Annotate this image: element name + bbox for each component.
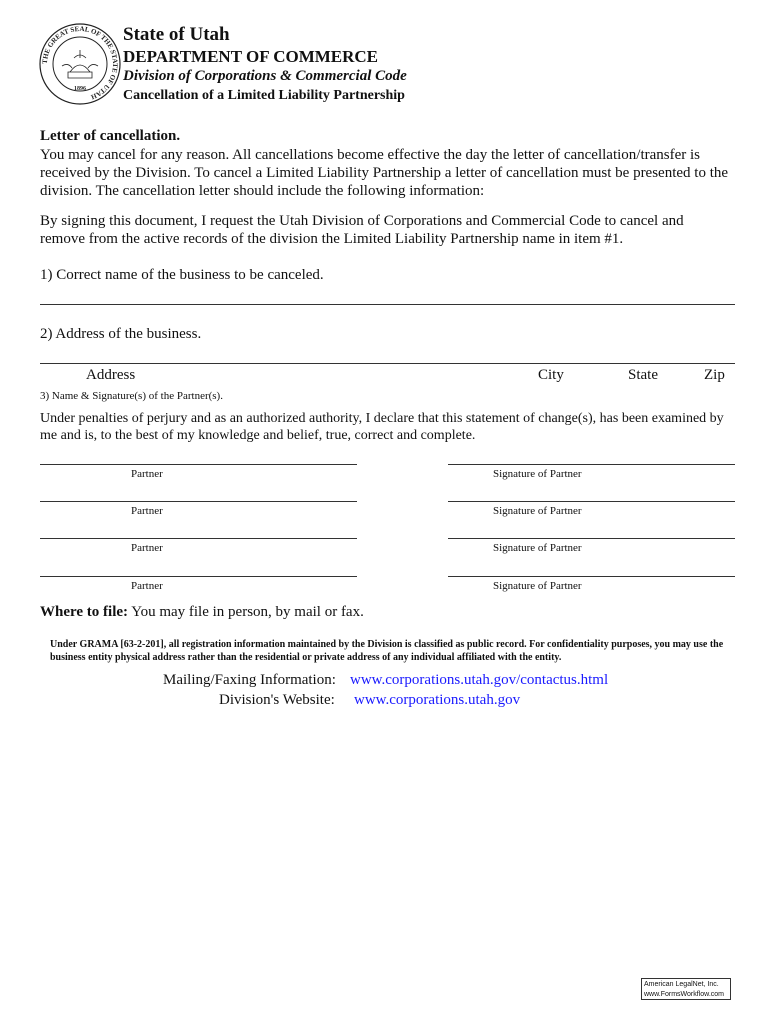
form-title: Cancellation of a Limited Liability Partnership <box>123 88 405 103</box>
state-label: State <box>628 367 658 383</box>
partner-name-field[interactable] <box>40 576 357 577</box>
partner-signature-field[interactable] <box>448 538 735 539</box>
division-heading: Division of Corporations & Commercial Code <box>123 68 407 84</box>
partner-name-field[interactable] <box>40 464 357 465</box>
mailing-link[interactable]: www.corporations.utah.gov/contactus.html <box>350 672 609 688</box>
partner-signature-field[interactable] <box>448 576 735 577</box>
partner-signature-field[interactable] <box>448 464 735 465</box>
state-heading: State of Utah <box>123 24 230 45</box>
item-1-label: 1) Correct name of the business to be canceled. <box>40 267 324 283</box>
partner-signature-field[interactable] <box>448 501 735 502</box>
signature-label: Signature of Partner <box>493 505 582 517</box>
city-label: City <box>538 367 564 383</box>
zip-label: Zip <box>704 367 725 383</box>
letter-paragraph: You may cancel for any reason. All cancellations become effective the day the letter of cancellation/transfer is received by the Division. To cancel a Limited Liability Partnership a letter of cancellation must be presented to the division. The cancellation letter should include the following information: <box>40 147 729 199</box>
signature-label: Signature of Partner <box>493 580 582 592</box>
partner-name-field[interactable] <box>40 501 357 502</box>
item-3-label: 3) Name & Signature(s) of the Partner(s). <box>40 390 223 402</box>
partner-name-field[interactable] <box>40 538 357 539</box>
partner-label: Partner <box>131 505 163 517</box>
partner-label: Partner <box>131 468 163 480</box>
item-2-label: 2) Address of the business. <box>40 326 202 342</box>
mailing-label: Mailing/Faxing Information: <box>163 672 336 688</box>
where-to-file-label: Where to file: <box>40 604 129 620</box>
seal-ring-text: THE GREAT SEAL OF THE STATE OF UTAH <box>40 24 120 101</box>
publisher-box <box>641 978 731 1000</box>
where-to-file <box>40 604 364 621</box>
perjury-statement: Under penalties of perjury and as an authorized authority, I declare that this statement of change(s), has been examined by me and is, to the best of my knowledge and belief, true, correct and complete. <box>40 411 724 443</box>
signature-label: Signature of Partner <box>493 542 582 554</box>
publisher-name: American LegalNet, Inc. <box>644 981 719 988</box>
state-seal <box>38 22 122 106</box>
website-label: Division's Website: <box>219 692 335 708</box>
publisher-url: www.FormsWorkflow.com <box>644 991 724 998</box>
letter-title: Letter of cancellation. <box>40 128 181 144</box>
seal-year: 1896 <box>74 86 86 92</box>
website-link[interactable]: www.corporations.utah.gov <box>354 692 521 708</box>
address-label: Address <box>86 367 136 383</box>
signature-label: Signature of Partner <box>493 468 582 480</box>
where-to-file-text: You may file in person, by mail or fax. <box>131 604 364 620</box>
business-name-field[interactable] <box>40 304 735 305</box>
signing-paragraph: By signing this document, I request the Utah Division of Corporations and Commercial Code to cancel and remove from the active records of the division the Limited Liability Partnership name in item #1. <box>40 213 684 247</box>
grama-notice: Under GRAMA [63-2-201], all registration information maintained by the Division is classified as public record. For confidentiality purposes, you may use the business entity physical address rather than the residential or private address of any individual affiliated with the entity. <box>50 639 724 663</box>
partner-label: Partner <box>131 580 163 592</box>
business-address-field[interactable] <box>40 363 735 364</box>
partner-label: Partner <box>131 542 163 554</box>
department-heading: DEPARTMENT OF COMMERCE <box>123 47 379 66</box>
